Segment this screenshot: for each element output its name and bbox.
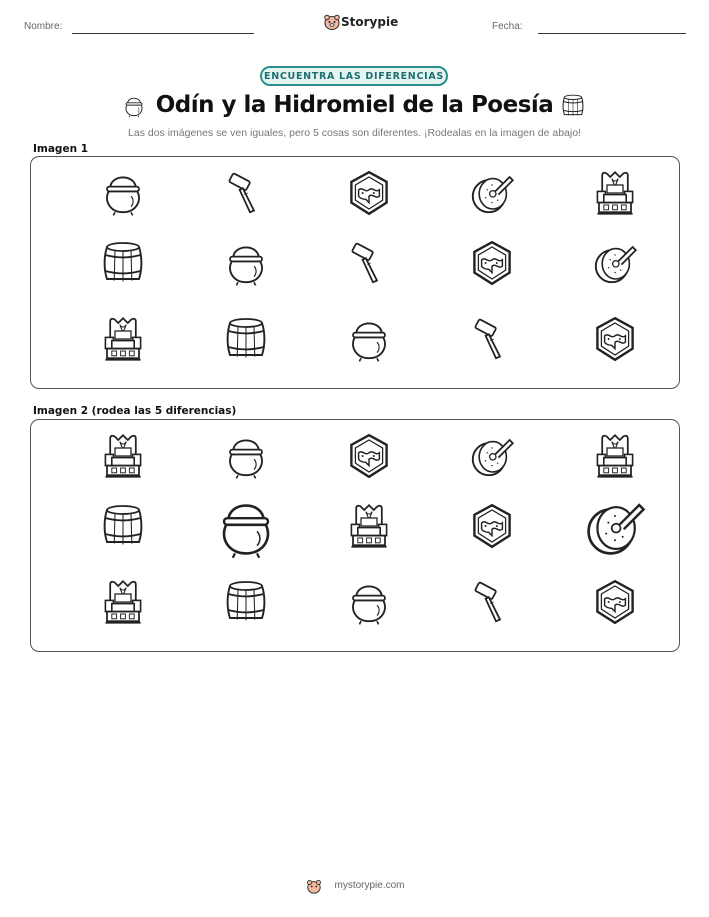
millstone-icon[interactable]	[582, 494, 648, 560]
throne-icon[interactable]	[345, 502, 393, 550]
brand-name: Storypie	[341, 15, 399, 29]
hammer-icon	[222, 169, 270, 217]
millstone-icon[interactable]	[468, 432, 516, 480]
hammer-icon	[468, 315, 516, 363]
throne-icon[interactable]	[99, 578, 147, 626]
cauldron-icon	[222, 239, 270, 287]
mead-hexagon-icon	[468, 239, 516, 287]
date-line[interactable]	[538, 33, 686, 34]
image1-label: Imagen 1	[33, 143, 89, 155]
find-differences-badge: ENCUENTRA LAS DIFERENCIAS	[260, 66, 448, 86]
mead-hexagon-icon	[591, 315, 639, 363]
mead-hexagon-icon[interactable]	[345, 432, 393, 480]
cauldron-icon[interactable]	[345, 578, 393, 626]
image2-panel[interactable]	[30, 419, 680, 652]
image2-label: Imagen 2 (rodea las 5 diferencias)	[33, 405, 237, 417]
hammer-icon	[345, 239, 393, 287]
image1-panel	[30, 156, 680, 389]
cauldron-icon	[345, 315, 393, 363]
name-line[interactable]	[72, 33, 254, 34]
cauldron-icon	[99, 169, 147, 217]
mead-hexagon-icon[interactable]	[591, 578, 639, 626]
barrel-icon	[222, 315, 270, 363]
date-label: Fecha:	[492, 21, 523, 32]
barrel-icon[interactable]	[222, 578, 270, 626]
name-label: Nombre:	[24, 21, 63, 32]
page-title: Odín y la Hidromiel de la Poesía	[155, 92, 554, 118]
barrel-icon	[99, 239, 147, 287]
cauldron-icon[interactable]	[213, 494, 279, 560]
cauldron-icon[interactable]	[222, 432, 270, 480]
millstone-icon	[591, 239, 639, 287]
instructions-text: Las dos imágenes se ven iguales, pero 5 cosas son diferentes. ¡Rodealas en la imagen de abajo!	[128, 127, 581, 139]
millstone-icon	[468, 169, 516, 217]
throne-icon[interactable]	[99, 432, 147, 480]
throne-icon	[99, 315, 147, 363]
throne-icon[interactable]	[591, 432, 639, 480]
storypie-logo-icon	[323, 14, 341, 30]
footer-site[interactable]: mystorypie.com	[334, 880, 405, 891]
title-barrel-icon	[560, 92, 586, 124]
barrel-icon[interactable]	[99, 502, 147, 550]
throne-icon	[591, 169, 639, 217]
mead-hexagon-icon[interactable]	[468, 502, 516, 550]
mead-hexagon-icon	[345, 169, 393, 217]
hammer-icon[interactable]	[468, 578, 516, 626]
